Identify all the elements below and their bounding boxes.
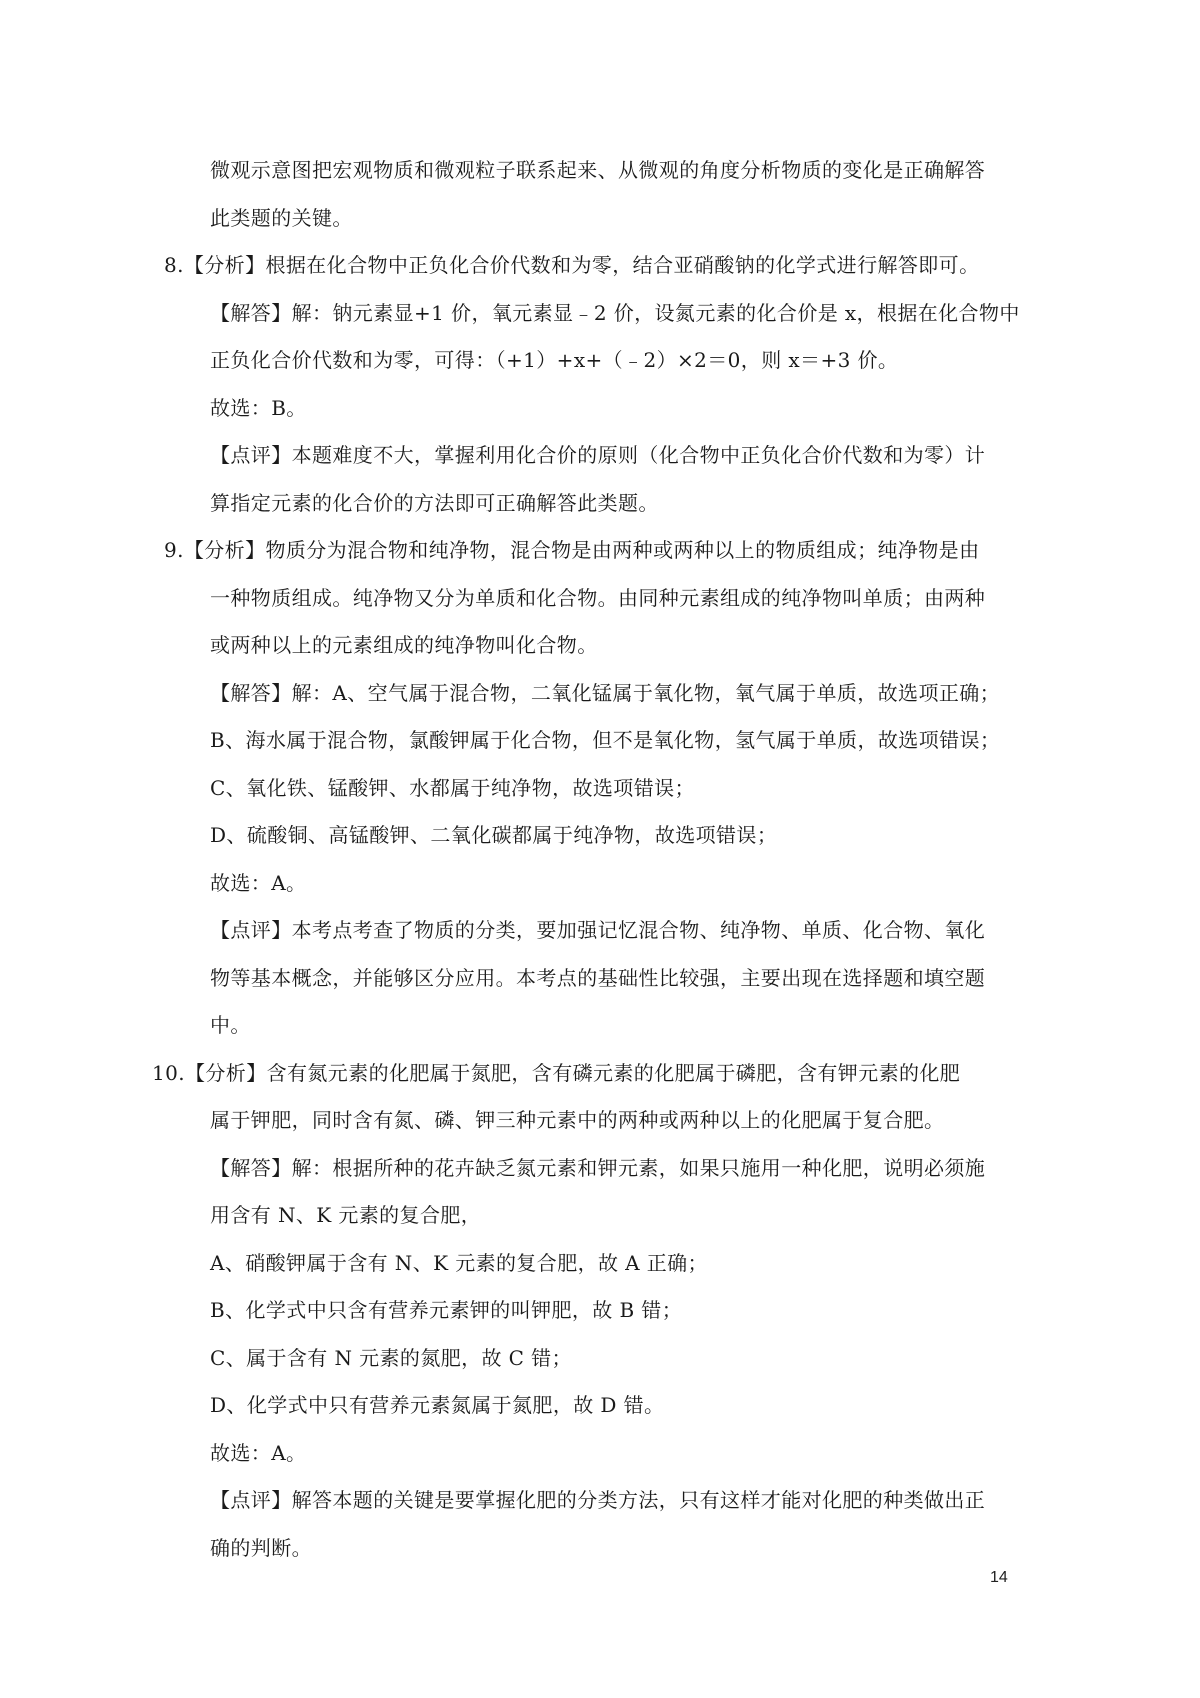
text-line: D、硫酸铜、高锰酸钾、二氧化碳都属于纯净物，故选项错误； — [210, 823, 778, 847]
text-line: 用含有 N、K 元素的复合肥， — [210, 1203, 482, 1227]
text-line: 10.【分析】含有氮元素的化肥属于氮肥，含有磷元素的化肥属于磷肥，含有钾元素的化肥 — [152, 1060, 961, 1085]
text-line: 【解答】解：A、空气属于混合物，二氧化锰属于氧化物，氧气属于单质，故选项正确； — [210, 680, 1001, 705]
text-line: 算指定元素的化合价的方法即可正确解答此类题。 — [210, 490, 659, 515]
text-line: B、化学式中只含有营养元素钾的叫钾肥，故 B 错； — [210, 1298, 683, 1322]
document-body — [0, 147, 1200, 1572]
text-line: 此类题的关键。 — [210, 205, 353, 230]
text-line: 【点评】本考点考查了物质的分类，要加强记忆混合物、纯净物、单质、化合物、氧化 — [210, 918, 986, 942]
text-line: 9.【分析】物质分为混合物和纯净物，混合物是由两种或两种以上的物质组成；纯净物是由 — [164, 538, 980, 562]
text-line: 【点评】解答本题的关键是要掌握化肥的分类方法，只有这样才能对化肥的种类做出正 — [210, 1488, 986, 1512]
text-line: A、硝酸钾属于含有 N、K 元素的复合肥，故 A 正确； — [210, 1250, 708, 1275]
text-line: 【解答】解：根据所种的花卉缺乏氮元素和钾元素，如果只施用一种化肥，说明必须施 — [210, 1155, 986, 1180]
text-line: 8.【分析】根据在化合物中正负化合价代数和为零，结合亚硝酸钠的化学式进行解答即可。 — [164, 253, 980, 277]
text-line: B、海水属于混合物，氯酸钾属于化合物，但不是氧化物，氢气属于单质，故选项错误； — [210, 728, 1001, 752]
text-line: 正负化合价代数和为零，可得：（+1）+x+（﹣2）×2＝0，则 x＝+3 价。 — [210, 348, 899, 372]
text-line: 故选：A。 — [210, 870, 307, 895]
text-line: 【解答】解：钠元素显+1 价，氧元素显﹣2 价，设氮元素的化合价是 x，根据在化合物中 — [210, 300, 1020, 325]
text-line: 故选：A。 — [210, 1440, 307, 1465]
text-line: C、属于含有 N 元素的氮肥，故 C 错； — [210, 1345, 572, 1370]
text-line: 确的判断。 — [210, 1535, 312, 1560]
text-line: 一种物质组成。纯净物又分为单质和化合物。由同种元素组成的纯净物叫单质；由两种 — [210, 585, 986, 610]
text-line: D、化学式中只有营养元素氮属于氮肥，故 D 错。 — [210, 1393, 665, 1417]
text-line: 或两种以上的元素组成的纯净物叫化合物。 — [210, 633, 598, 657]
text-line: 中。 — [210, 1013, 251, 1037]
page-number: 14 — [990, 1569, 1008, 1586]
text-line: 物等基本概念，并能够区分应用。本考点的基础性比较强，主要出现在选择题和填空题 — [210, 965, 986, 990]
text-line: C、氧化铁、锰酸钾、水都属于纯净物，故选项错误； — [210, 775, 695, 800]
text-line: 故选：B。 — [210, 395, 307, 420]
text-line: 微观示意图把宏观物质和微观粒子联系起来、从微观的角度分析物质的变化是正确解答 — [210, 158, 986, 182]
text-line: 【点评】本题难度不大，掌握利用化合价的原则（化合物中正负化合价代数和为零）计 — [210, 443, 986, 467]
text-line: 属于钾肥，同时含有氮、磷、钾三种元素中的两种或两种以上的化肥属于复合肥。 — [210, 1108, 945, 1132]
